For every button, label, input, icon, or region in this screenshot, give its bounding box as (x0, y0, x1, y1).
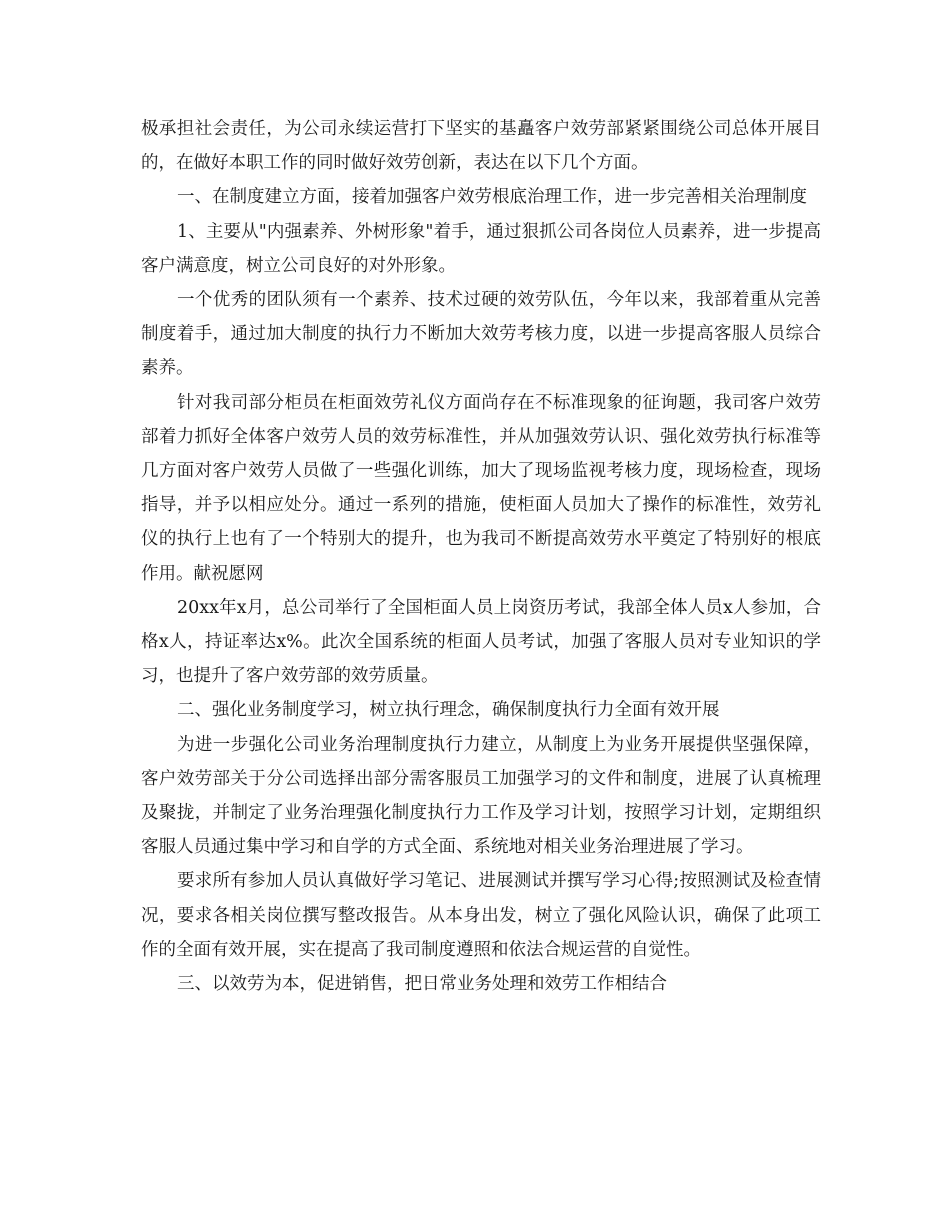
paragraph: 1、主要从"内强素养、外树形象"着手，通过狠抓公司各岗位人员素养，进一步提高客户满意度，树立公司良好的对外形象。 (141, 221, 821, 276)
paragraph: 要求所有参加人员认真做好学习笔记、进展测试并撰写学习心得;按照测试及检查情况，要求各相关岗位撰写整改报告。从本身出发，树立了强化风险认识，确保了此项工作的全面有效开展，实在提高了我司制度遵照和依法合规运营的自觉性。 (141, 871, 821, 960)
paragraph: 极承担社会责任，为公司永续运营打下坚实的基矗客户效劳部紧紧围绕公司总体开展目的，在做好本职工作的同时做好效劳创新，表达在以下几个方面。 (141, 119, 821, 174)
section-heading-2: 二、强化业务制度学习，树立执行理念，确保制度执行力全面有效开展 (177, 700, 720, 721)
document-body (141, 112, 821, 1001)
paragraph: 为进一步强化公司业务治理制度执行力建立，从制度上为业务开展提供坚强保障，客户效劳部关于分公司选择出部分需客服员工加强学习的文件和制度，进展了认真梳理及聚拢，并制定了业务治理强化制度执行力工作及学习计划，按照学习计划，定期组织客服人员通过集中学习和自学的方式全面、系统地对相关业务治理进展了学习。 (141, 734, 821, 858)
section-heading-3: 三、以效劳为本，促进销售，把日常业务处理和效劳工作相结合 (177, 974, 667, 995)
paragraph: 一个优秀的团队须有一个素养、技术过硬的效劳队伍，今年以来，我部着重从完善制度着手，通过加大制度的执行力不断加大效劳考核力度，以进一步提高客服人员综合素养。 (141, 290, 821, 379)
paragraph: 针对我司部分柜员在柜面效劳礼仪方面尚存在不标准现象的征询题，我司客户效劳部着力抓好全体客户效劳人员的效劳标准性，并从加强效劳认识、强化效劳执行标准等几方面对客户效劳人员做了一些强化训练，加大了现场监视考核力度，现场检查，现场指导，并予以相应处分。通过一系列的措施，使柜面人员加大了操作的标准性，效劳礼仪的执行上也有了一个特别大的提升，也为我司不断提高效劳水平奠定了特别好的根底作用。献祝愿网 (141, 392, 821, 584)
paragraph: 20xx年x月，总公司举行了全国柜面人员上岗资历考试，我部全体人员x人参加，合格x人，持证率达x%。此次全国系统的柜面人员考试，加强了客服人员对专业知识的学习，也提升了客户效劳部的效劳质量。 (141, 597, 821, 687)
section-heading-1: 一、在制度建立方面，接着加强客户效劳根底治理工作，进一步完善相关治理制度 (177, 187, 807, 208)
